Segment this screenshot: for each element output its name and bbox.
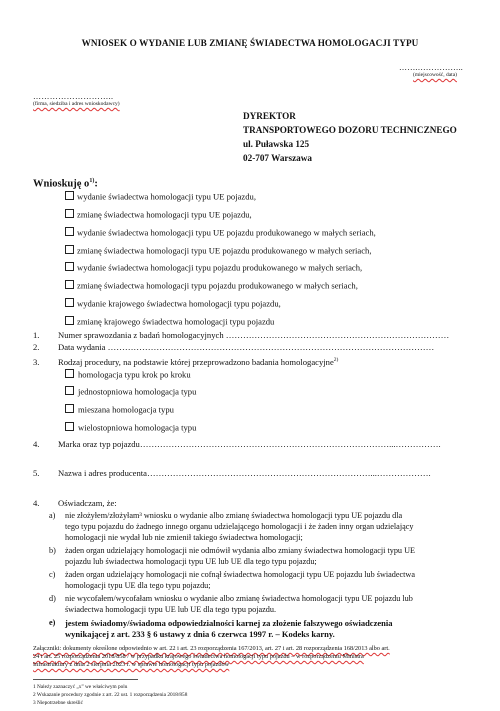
footnote-separator	[33, 679, 138, 680]
item-number: 3.	[33, 357, 40, 367]
request-option[interactable]: zmianę świadectwa homologacji typu pojazdu produkowanego w małych seriach,	[65, 280, 358, 291]
manufacturer-field[interactable]: Nazwa i adres producenta……………………………………………………………………...……………….	[58, 468, 431, 478]
applicant-firm-label: (firma, siedziba i adres wnioskodawcy)	[33, 101, 120, 107]
procedure-option[interactable]: wielostopniowa homologacja typu	[65, 422, 196, 433]
checkbox[interactable]	[65, 369, 74, 378]
declaration-line: homologacji typu UE dla tego typu pojazdu;	[65, 581, 211, 590]
request-option[interactable]: wydanie świadectwa homologacji typu pojazdu produkowanego w małych seriach,	[65, 262, 362, 273]
checkbox[interactable]	[65, 280, 74, 289]
declaration-letter: a)	[49, 511, 56, 520]
addressee-line: 02-707 Warszawa	[243, 153, 312, 163]
declaration-line: pojazdu lub świadectwa homologacji typu UE lub UE dla tego typu pojazdu;	[65, 557, 317, 566]
declaration-letter: c)	[49, 570, 56, 579]
document-title: WNIOSEK O WYDANIE LUB ZMIANĘ ŚWIADECTWA HOMOLOGACJI TYPU	[81, 38, 419, 48]
declaration-line: nie złożyłem/złożyłam³ wniosku o wydanie albo zmianę świadectwa homologacji typu UE pojazdu dla	[65, 511, 403, 520]
declaration-line: nie wycofałem/wycofałam wniosku o wydanie albo zmianę świadectwa homologacji typu UE pojazdu lub	[65, 594, 413, 603]
procedure-option[interactable]: homologacja typu krok po kroku	[65, 369, 191, 380]
declaration-line: żaden organ udzielający homologacji nie cofnął świadectwa homologacji typu UE pojazdu lub świadectwa	[65, 570, 415, 579]
procedure-option[interactable]: mieszana homologacja typu	[65, 404, 174, 415]
item-number: 4.	[33, 439, 40, 449]
request-option[interactable]: zmianę świadectwa homologacji typu UE pojazdu,	[65, 209, 252, 220]
declaration-line: wynikającej z art. 233 § 6 ustawy z dnia 6 czerwca 1997 r. – Kodeks karny.	[65, 629, 335, 639]
procedure-option[interactable]: jednostopniowa homologacja typu	[65, 386, 196, 397]
declaration-letter: d)	[49, 594, 56, 603]
place-date-field[interactable]: …….……………..	[399, 63, 463, 72]
footnote: 3 Niepotrzebne skreślić	[33, 700, 84, 706]
request-option[interactable]: zmianę krajowego świadectwa homologacji typu pojazdu	[65, 316, 274, 327]
checkbox[interactable]	[65, 262, 74, 271]
request-option[interactable]: zmianę świadectwa homologacji typu UE pojazdu produkowanego w małych seriach,	[65, 245, 371, 256]
declaration-line: żaden organ udzielający homologacji nie odmówił wydania albo zmiany świadectwa homologacji typu UE	[65, 546, 415, 555]
applicant-firm-field[interactable]: ………………………..	[33, 92, 114, 101]
procedure-heading: Rodzaj procedury, na podstawie której przeprowadzono badania homologacyjne$^{2)}$	[58, 357, 339, 367]
checkbox[interactable]	[65, 209, 74, 218]
footnote: 1 Należy zaznaczyć „x” we właściwym polu	[33, 684, 128, 690]
item-number: 4.	[33, 498, 40, 508]
request-option[interactable]: wydanie świadectwa homologacji typu UE pojazdu produkowanego w małych seriach,	[65, 227, 376, 238]
checkbox[interactable]	[65, 191, 74, 200]
declaration-line: jestem świadomy/świadoma odpowiedzialności karnej za złożenie fałszywego oświadczenia	[65, 618, 393, 628]
addressee-line: TRANSPORTOWEGO DOZORU TECHNICZNEGO	[243, 125, 457, 135]
item-number: 2.	[33, 342, 40, 352]
checkbox[interactable]	[65, 245, 74, 254]
addressee-line: ul. Puławska 125	[243, 139, 310, 149]
declaration-heading: Oświadczam, że:	[58, 498, 117, 508]
declaration-line: świadectwa homologacji typu UE lub UE dla tego typu pojazdu.	[65, 605, 277, 614]
checkbox[interactable]	[65, 227, 74, 236]
vehicle-make-type-field[interactable]: Marka oraz typ pojazdu……………………………………………………………………………...…………….	[58, 439, 441, 449]
request-heading: Wnioskuję $o^{1)}$:	[33, 178, 98, 190]
declaration-letter: e)	[49, 618, 56, 627]
declaration-line: tego typu pojazdu do żadnego innego organu udzielającego homologacji i że żaden inny organ udzielający	[65, 522, 414, 531]
report-number-field[interactable]: Numer sprawozdania z badań homologacyjnych ……………………………………………………………………	[58, 330, 450, 340]
place-date-label: (miejscowość, data)	[413, 72, 457, 78]
checkbox[interactable]	[65, 422, 74, 431]
checkbox[interactable]	[65, 298, 74, 307]
issue-date-field[interactable]: Data wydania ……………………………………………………………………………………………………	[58, 342, 435, 352]
footnote: 2 Wskazanie procedury zgodnie z art. 22 ust. 1 rozporządzenia 2018/858	[33, 692, 188, 698]
attachments-line: Infrastruktury z dnia 2 sierpnia 2023 r. w sprawie homologacji typu pojazdów	[33, 661, 230, 668]
request-option[interactable]: wydanie świadectwa homologacji typu UE pojazdu,	[65, 191, 256, 202]
item-number: 5.	[33, 468, 40, 478]
request-option[interactable]: wydanie krajowego świadectwa homologacji typu pojazdu,	[65, 298, 281, 309]
checkbox[interactable]	[65, 404, 74, 413]
declaration-line: homologacji nie wydał lub nie zmienił takiego świadectwa homologacji;	[65, 533, 303, 542]
attachments-line: 24 i art. 25 rozporządzenia 2018/858 / w przypadku krajowego świadectwa homologacji typu pojazdu – w rozporządzeniu Ministra	[33, 653, 364, 660]
declaration-letter: b)	[49, 546, 56, 555]
attachments-line: Załączniki: dokumenty określone odpowiednio w art. 22 i art. 23 rozporządzenia 167/2013, art. 27 i art. 28 rozporządzenia 168/2013 albo art.	[33, 645, 390, 652]
item-number: 1.	[33, 330, 40, 340]
addressee-line: DYREKTOR	[243, 111, 296, 121]
checkbox[interactable]	[65, 316, 74, 325]
checkbox[interactable]	[65, 386, 74, 395]
